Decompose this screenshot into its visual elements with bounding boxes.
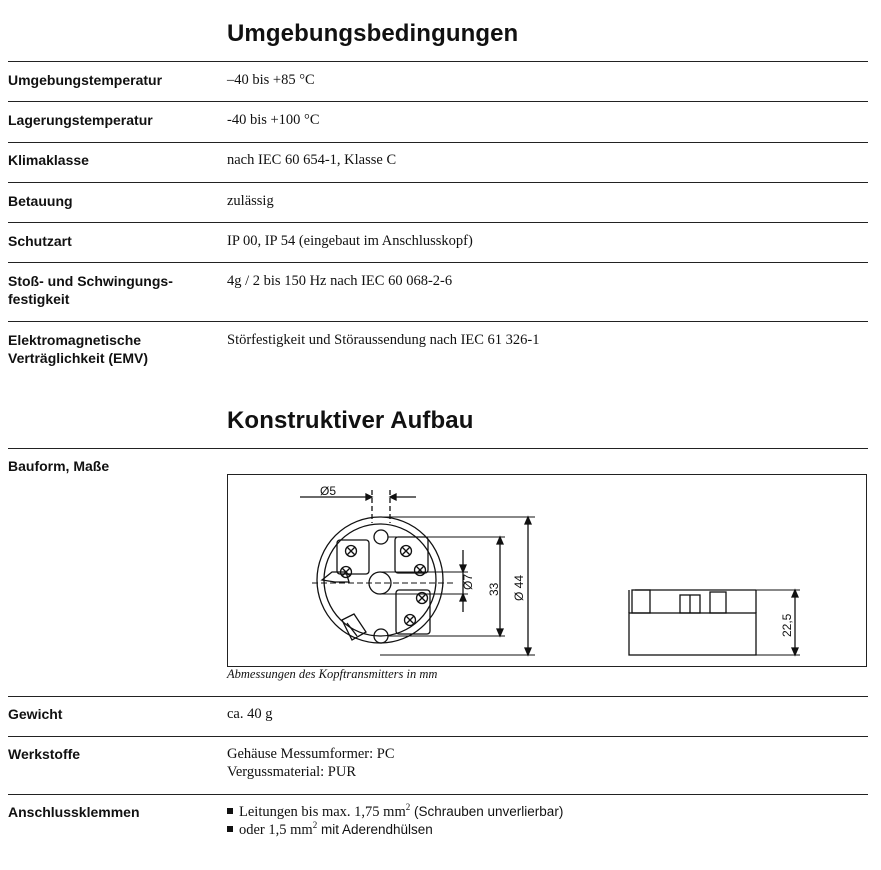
label-line: Elektromagnetische — [8, 332, 142, 348]
materials-line: Gehäuse Messumformer: PC — [227, 746, 395, 762]
divider — [8, 448, 868, 449]
row-value-climate-class: nach IEC 60 654-1, Klasse C — [227, 152, 397, 168]
section-title-construction: Konstruktiver Aufbau — [227, 407, 474, 434]
divider — [8, 696, 868, 697]
row-label-emc — [8, 331, 148, 367]
dim-label-33: 33 — [487, 582, 501, 596]
row-value-emc: Störfestigkeit und Störaussendung nach IEC 61 326-1 — [227, 332, 540, 348]
divider — [8, 262, 868, 263]
row-value-ambient-temp: –40 bis +85 °C — [227, 72, 315, 88]
row-value-shock-vibration: 4g / 2 bis 150 Hz nach IEC 60 068-2-6 — [227, 273, 453, 289]
bullet-icon — [227, 808, 233, 814]
figure-caption: Abmessungen des Kopftransmitters in mm — [227, 667, 438, 681]
row-value-materials — [227, 745, 395, 781]
dim-label-d7: Ø7 — [461, 573, 475, 590]
divider — [8, 182, 868, 183]
row-label-shock-vibration — [8, 272, 173, 308]
row-label-terminals: Anschlussklemmen — [8, 804, 140, 820]
row-label-design-dimensions: Bauform, Maße — [8, 458, 110, 474]
divider — [8, 321, 868, 322]
label-line: Stoß- und Schwingungs- — [8, 273, 173, 289]
row-label-weight: Gewicht — [8, 706, 63, 722]
row-label-condensation: Betauung — [8, 193, 73, 209]
divider — [8, 736, 868, 737]
bullet-icon — [227, 826, 233, 832]
row-value-protection-class: IP 00, IP 54 (eingebaut im Anschlusskopf) — [227, 233, 473, 249]
divider — [8, 61, 868, 62]
row-label-storage-temp: Lagerungstemperatur — [8, 112, 153, 128]
label-line: Verträglichkeit (EMV) — [8, 350, 149, 366]
divider — [8, 794, 868, 795]
divider — [8, 142, 868, 143]
dim-label-22-5: 22,5 — [780, 613, 794, 637]
list-item: Leitungen bis max. 1,75 $mm^2$ (Schrauben unverlierbar) — [227, 803, 563, 821]
row-label-protection-class: Schutzart — [8, 233, 72, 249]
row-label-ambient-temp: Umgebungstemperatur — [8, 72, 163, 88]
row-value-terminals — [227, 803, 563, 839]
dimension-drawing — [227, 474, 867, 667]
divider — [8, 222, 868, 223]
dim-label-d44: Ø 44 — [512, 574, 526, 601]
dim-label-d5: Ø5 — [320, 484, 337, 498]
row-label-materials: Werkstoffe — [8, 746, 81, 762]
dimension-drawing-frame — [227, 474, 867, 667]
section-title-environment: Umgebungsbedingungen — [227, 20, 519, 47]
list-item: oder 1,5 $mm^2$ mit Aderendhülsen — [227, 821, 563, 839]
row-value-storage-temp: -40 bis +100 °C — [227, 112, 320, 128]
row-value-weight: ca. 40 g — [227, 706, 273, 722]
label-line: festigkeit — [8, 291, 70, 307]
row-label-climate-class: Klimaklasse — [8, 152, 89, 168]
materials-line: Vergussmaterial: PUR — [227, 764, 357, 780]
row-value-condensation: zulässig — [227, 193, 274, 209]
divider — [8, 101, 868, 102]
